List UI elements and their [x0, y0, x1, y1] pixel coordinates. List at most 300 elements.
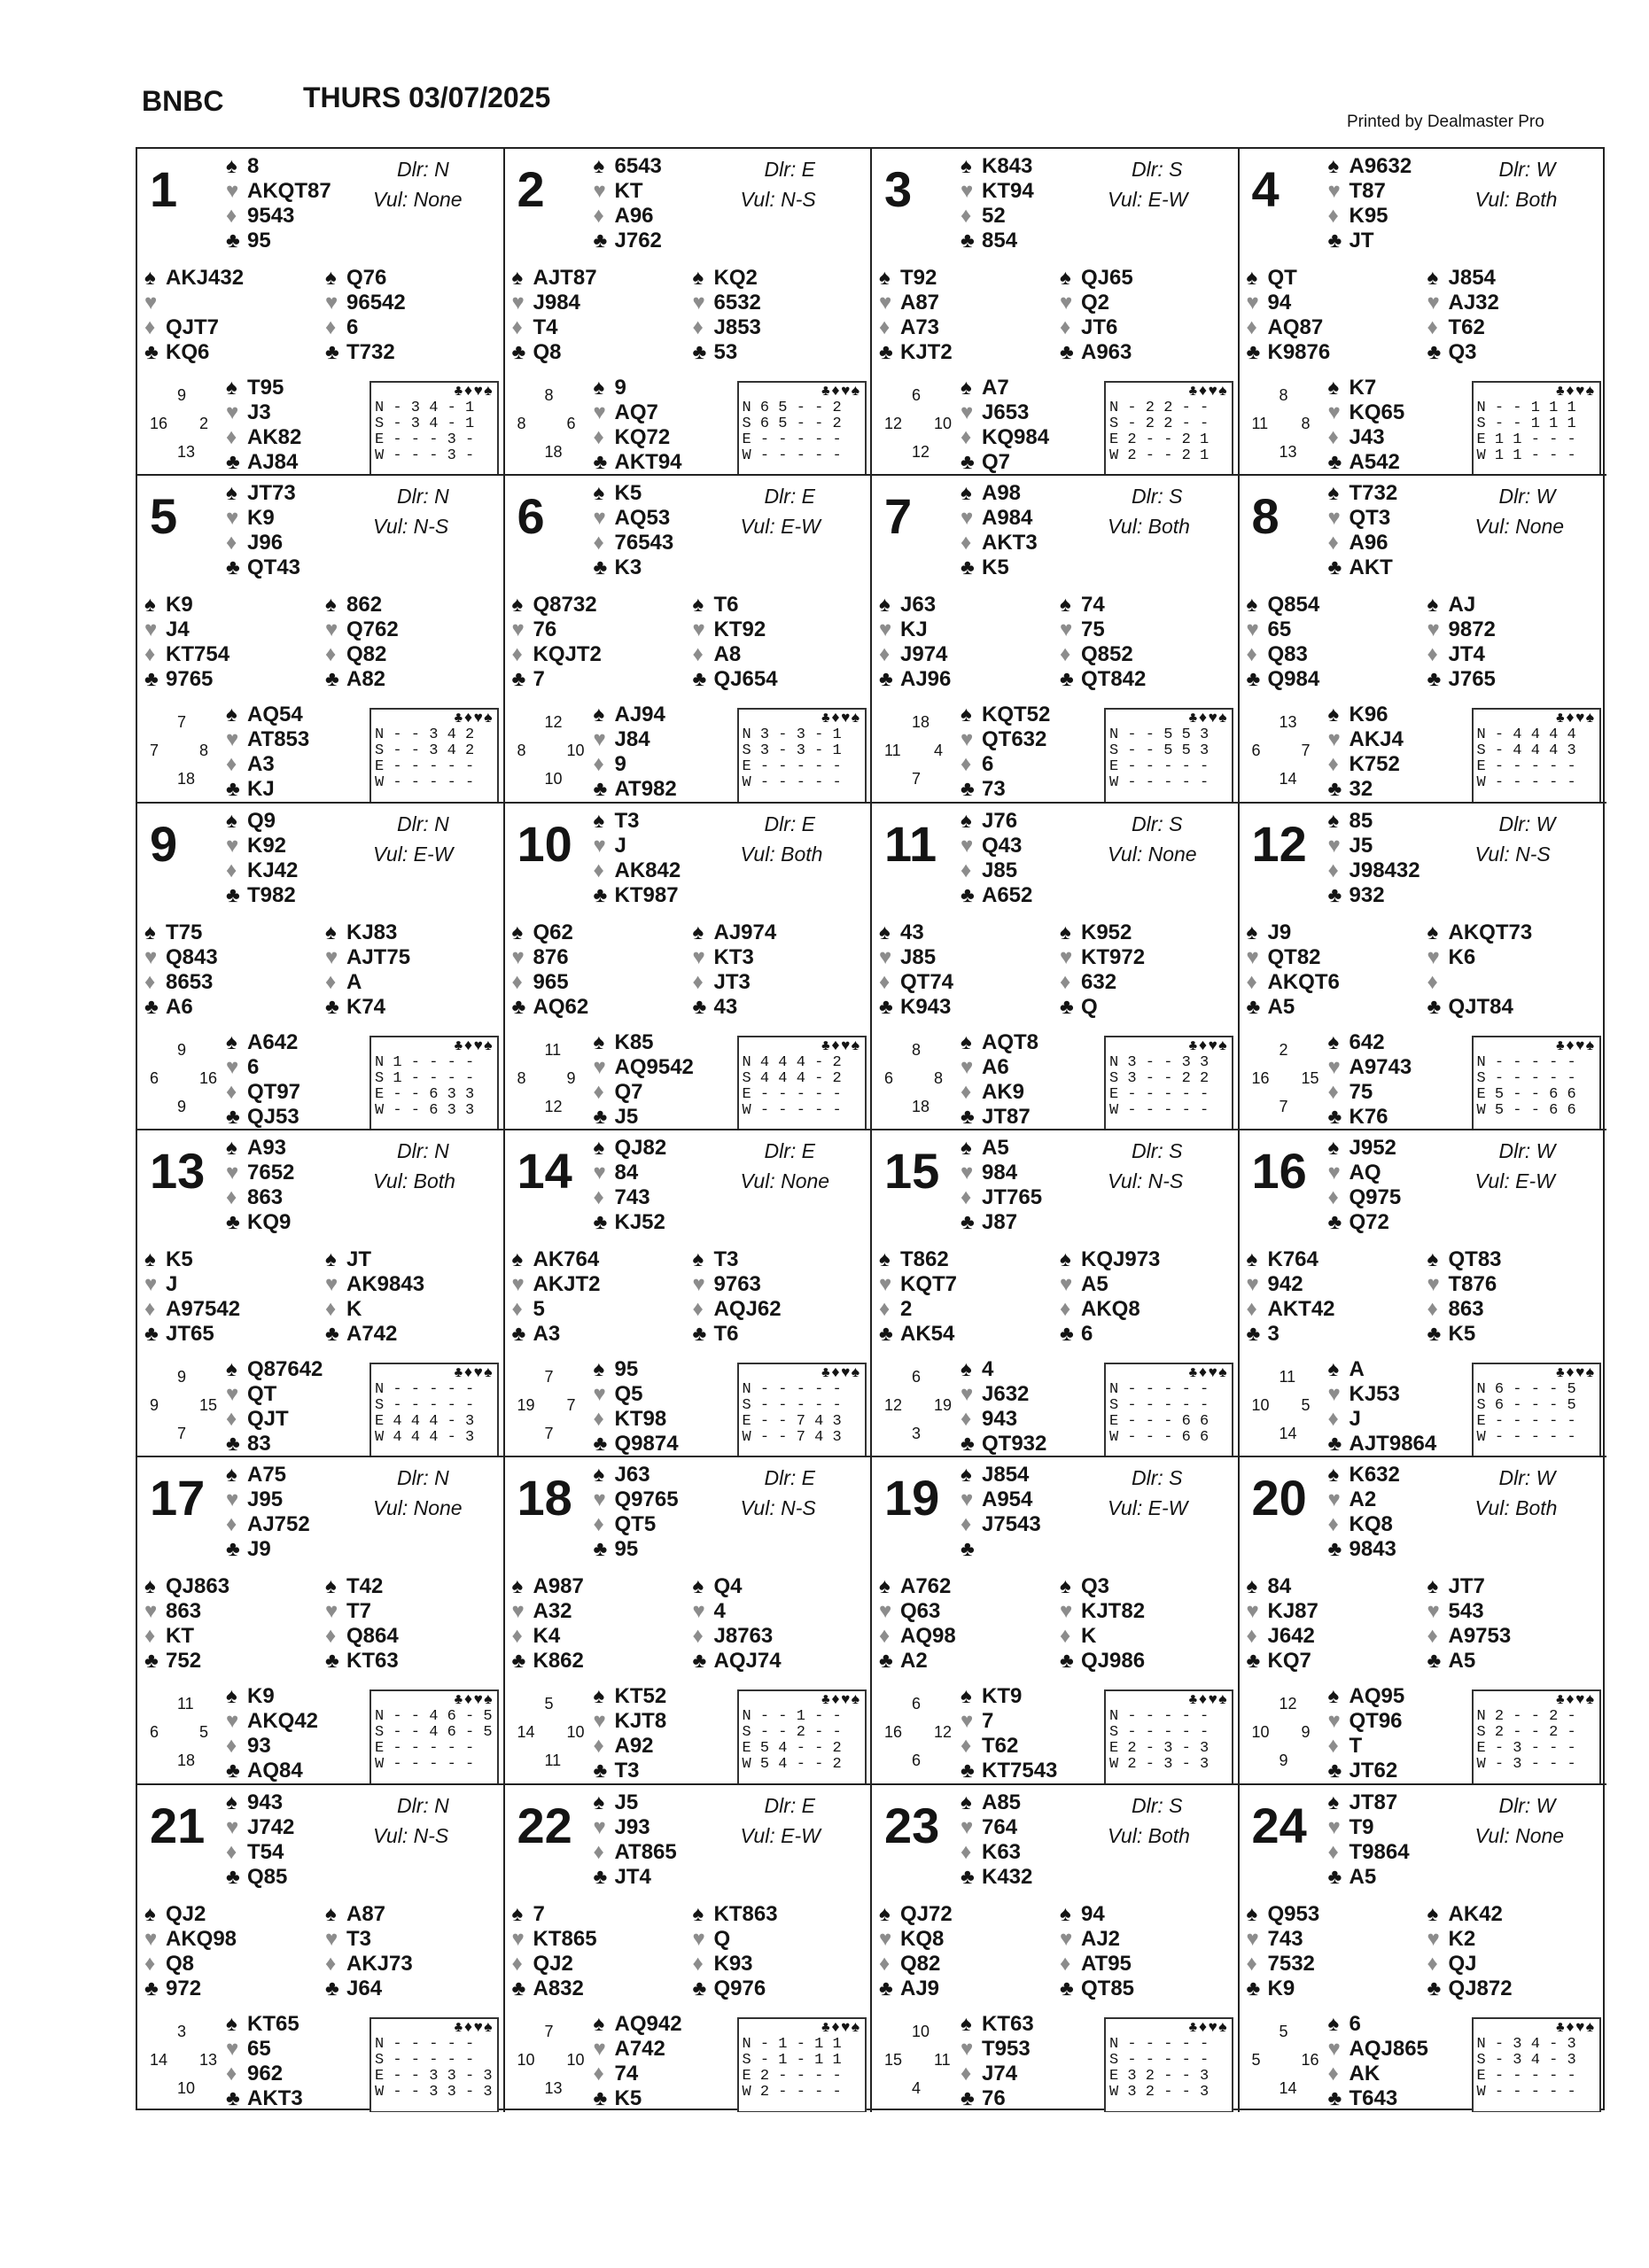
suit-line [1427, 1297, 1502, 1322]
dd-row: W 5 - - 6 6 [1476, 1101, 1576, 1119]
dd-suit-header: ♣♦♥♠ [454, 711, 494, 728]
suit-line [325, 667, 399, 692]
club-icon: ♣ [226, 1537, 240, 1562]
spade-icon: ♠ [1060, 1247, 1071, 1271]
spade-icon: ♠ [879, 920, 891, 944]
board-16 [1240, 1130, 1607, 1457]
spade-icon: ♠ [1327, 1790, 1340, 1814]
dd-row: E 2 - - - - [742, 2067, 842, 2085]
east-hand [1427, 1574, 1512, 1674]
cards: T42 [346, 1574, 384, 1599]
cards: J854 [982, 1463, 1030, 1487]
club-icon: ♣ [226, 1759, 240, 1783]
diamond-icon: ♦ [325, 1297, 337, 1321]
heart-icon: ♥ [593, 2036, 606, 2061]
suit-line [961, 2062, 1034, 2086]
dd-row: N 6 - - - 5 [1476, 1381, 1576, 1398]
dd-row: W - - - - - [1109, 774, 1210, 792]
hcp-n: 8 [544, 386, 554, 404]
heart-icon: ♥ [593, 1382, 606, 1406]
cards: QT82 [1267, 944, 1321, 969]
north-hand [1328, 1136, 1402, 1235]
dd-suit-header: ♣♦♥♠ [1555, 1692, 1596, 1710]
heart-icon: ♥ [593, 1709, 606, 1734]
cards: K95 [1349, 204, 1388, 228]
suit-line [961, 777, 1050, 802]
suit-line [961, 809, 1032, 834]
club-icon: ♣ [593, 1537, 608, 1562]
east-hand [1060, 1574, 1145, 1674]
cards: 984 [982, 1161, 1018, 1184]
vulnerability-label: Vul: None [740, 1169, 830, 1192]
club-icon: ♣ [593, 450, 608, 474]
dd-row: W - - - - - [1476, 1429, 1576, 1446]
club-icon: ♣ [593, 882, 608, 907]
club-icon: ♣ [226, 1210, 240, 1234]
diamond-icon: ♦ [1327, 2061, 1339, 2085]
suit-line [1060, 1297, 1160, 1322]
board-number: 23 [884, 1797, 940, 1853]
suit-line [879, 1649, 956, 1674]
cards: KT94 [982, 179, 1034, 203]
cards: K2 [1448, 1926, 1476, 1951]
cards: J765 [1448, 667, 1496, 692]
suit-line [325, 340, 406, 365]
cards: K764 [1267, 1247, 1318, 1271]
diamond-icon: ♦ [692, 1951, 704, 1976]
heart-icon: ♥ [1427, 1272, 1440, 1296]
hcp-e: 12 [934, 1723, 953, 1742]
heart-icon: ♥ [961, 833, 974, 858]
dd-row: N - 1 - 1 1 [742, 2035, 842, 2053]
club-icon: ♣ [692, 667, 707, 692]
suit-line [1247, 1574, 1318, 1599]
cards: QJ2 [166, 1901, 206, 1926]
north-hand [594, 1463, 679, 1562]
heart-icon: ♥ [593, 1054, 606, 1079]
club-icon: ♣ [593, 1759, 608, 1783]
suit-line [1247, 266, 1331, 291]
suit-line [226, 858, 298, 883]
cards: A542 [1349, 450, 1400, 474]
suit-line [693, 1297, 782, 1322]
cards: 743 [614, 1185, 650, 1209]
suit-line [594, 179, 662, 204]
vulnerability-label: Vul: E-W [1108, 188, 1188, 211]
suit-line [879, 945, 953, 970]
cards: AQ84 [247, 1759, 303, 1783]
dd-row: E - - - - - [1109, 758, 1210, 776]
board-21 [137, 1785, 505, 2112]
suit-line [1328, 450, 1405, 475]
suit-line [144, 1247, 240, 1272]
west-hand [1247, 593, 1320, 692]
board-number: 11 [884, 815, 937, 872]
cards: Q984 [1267, 667, 1320, 692]
heart-icon: ♥ [325, 1599, 338, 1624]
dd-row: W - - - 6 6 [1109, 1429, 1210, 1446]
south-hand [1328, 703, 1404, 802]
cards: KQ984 [982, 425, 1050, 449]
hcp-w: 16 [1251, 1068, 1270, 1087]
east-hand [1060, 593, 1146, 692]
suit-line [594, 834, 681, 858]
dd-row: W 1 1 - - - [1476, 447, 1576, 464]
west-hand [879, 1574, 956, 1674]
cards: J5 [614, 1790, 639, 1814]
cards: 9543 [247, 204, 295, 228]
spade-icon: ♠ [511, 1574, 524, 1599]
west-hand [144, 1902, 237, 2001]
cards: A5 [982, 1136, 1009, 1160]
dd-row: E 2 - 3 - 3 [1109, 1740, 1210, 1758]
club-icon: ♣ [511, 1649, 526, 1674]
heart-icon: ♥ [144, 944, 158, 969]
hcp-e: 10 [934, 415, 953, 432]
suit-line [226, 1055, 300, 1080]
east-hand [1427, 920, 1533, 1020]
cards: JT65 [166, 1322, 214, 1346]
suit-line [879, 593, 951, 617]
cards: Q864 [346, 1624, 399, 1649]
east-hand [325, 593, 399, 692]
club-icon: ♣ [325, 1649, 339, 1674]
spade-icon: ♠ [226, 1463, 237, 1487]
cards: 7 [533, 1901, 545, 1926]
club-icon: ♣ [593, 777, 608, 802]
cards: QJT84 [1448, 994, 1513, 1019]
club-icon: ♣ [593, 555, 608, 580]
cards: 53 [713, 340, 738, 364]
cards: AKJ4 [1349, 727, 1404, 752]
cards: KQ9 [247, 1210, 292, 1234]
diamond-icon: ♦ [961, 752, 972, 777]
spade-icon: ♠ [961, 481, 972, 506]
club-icon: ♣ [1327, 229, 1342, 252]
suit-line [1427, 1902, 1513, 1927]
vulnerability-label: Vul: Both [373, 1169, 455, 1192]
east-hand [1060, 920, 1145, 1020]
suit-line [961, 450, 1049, 475]
heart-icon: ♥ [961, 1487, 974, 1512]
west-hand [144, 920, 218, 1020]
heart-icon: ♥ [593, 1161, 606, 1184]
spade-icon: ♠ [511, 1901, 524, 1926]
suit-line [226, 1709, 318, 1734]
cards: K843 [982, 154, 1033, 178]
spade-icon: ♠ [325, 920, 337, 944]
cards: A642 [247, 1029, 299, 1054]
suit-line [226, 883, 298, 908]
south-hand [226, 1684, 318, 1783]
spade-icon: ♠ [593, 2011, 605, 2036]
cards: KJT2 [900, 340, 953, 364]
cards: J9 [247, 1537, 271, 1562]
hcp-w: 10 [1251, 1723, 1270, 1742]
heart-icon: ♥ [879, 291, 892, 315]
dd-row: S - - - - - [1109, 1724, 1210, 1742]
suit-line [226, 425, 301, 450]
hcp-w: 14 [150, 2050, 168, 2069]
south-hand [594, 1357, 679, 1456]
heart-icon: ♥ [144, 617, 158, 642]
board-2 [505, 149, 873, 476]
suit-line [693, 1599, 782, 1624]
hcp-n: 12 [544, 713, 563, 732]
dd-row: E 5 4 - - 2 [742, 1740, 842, 1758]
cards: A92 [614, 1734, 654, 1759]
cards: 972 [166, 1976, 202, 2000]
suit-line [1328, 2062, 1428, 2086]
cards: 863 [166, 1599, 202, 1624]
suit-line [1247, 1322, 1335, 1347]
suit-line [512, 593, 602, 617]
club-icon: ♣ [961, 450, 975, 474]
diamond-icon: ♦ [879, 969, 891, 994]
club-icon: ♣ [144, 1322, 159, 1346]
cards: AKQ98 [166, 1926, 237, 1951]
suit-line [1427, 593, 1496, 617]
north-hand [961, 481, 1038, 580]
spade-icon: ♠ [1246, 593, 1258, 617]
suit-line [879, 1902, 953, 1927]
club-icon: ♣ [1427, 667, 1442, 692]
diamond-icon: ♦ [593, 1185, 604, 1209]
dd-row: N 1 - - - - [375, 1053, 475, 1071]
suit-line [325, 920, 410, 945]
cards: JT4 [1448, 642, 1485, 667]
cards: AQJ62 [713, 1297, 782, 1321]
suit-line [512, 1649, 584, 1674]
board-14 [505, 1130, 873, 1457]
cards: T953 [982, 2036, 1031, 2061]
south-hand [1328, 1684, 1405, 1783]
cards: K752 [1349, 752, 1400, 777]
hcp-e: 13 [199, 2050, 218, 2069]
cards: KJ42 [247, 858, 299, 882]
south-hand [1328, 1030, 1412, 1130]
cards: Q83 [1267, 642, 1308, 667]
cards: J984 [533, 291, 580, 315]
cards: KJT82 [1081, 1599, 1146, 1624]
cards: Q82 [346, 642, 387, 667]
suit-line [879, 340, 953, 365]
dd-row: E 5 - - 6 6 [1476, 1085, 1576, 1103]
suit-line [1060, 920, 1145, 945]
cards: JT7 [1448, 1574, 1485, 1599]
south-hand [594, 376, 682, 475]
vulnerability-label: Vul: None [373, 1496, 463, 1520]
hcp-n: 7 [177, 713, 187, 732]
suit-line [1060, 266, 1133, 291]
suit-line [226, 1684, 318, 1709]
cards: AKQT87 [247, 179, 331, 203]
cards: KJ52 [614, 1210, 665, 1234]
cards: 7652 [247, 1161, 295, 1184]
heart-icon: ♥ [1246, 1272, 1259, 1296]
board-6 [505, 476, 873, 803]
heart-icon: ♥ [593, 506, 606, 531]
diamond-icon: ♦ [1246, 1624, 1257, 1649]
cards: 93 [247, 1734, 271, 1759]
north-hand [226, 1463, 310, 1562]
hcp-n: 3 [177, 2022, 187, 2040]
west-hand [144, 266, 244, 365]
east-hand [1427, 266, 1499, 365]
cards: Q8 [166, 1951, 195, 1976]
board-13 [137, 1130, 505, 1457]
suit-line [144, 1927, 237, 1952]
north-hand [961, 1463, 1041, 1562]
heart-icon: ♥ [961, 506, 974, 531]
diamond-icon: ♦ [1327, 531, 1339, 555]
dd-suit-header: ♣♦♥♠ [821, 1692, 861, 1710]
dd-suit-header: ♣♦♥♠ [821, 2019, 861, 2037]
suit-line [1427, 667, 1496, 692]
cards: KJ83 [346, 920, 398, 944]
suit-line [961, 1407, 1046, 1432]
suit-line [512, 1952, 597, 1977]
heart-icon: ♥ [226, 833, 239, 858]
cards: J87 [982, 1210, 1018, 1234]
suit-line [512, 1927, 597, 1952]
spade-icon: ♠ [593, 703, 605, 727]
cards: 75 [1349, 1079, 1373, 1104]
cards: T [1349, 1734, 1363, 1759]
suit-line [226, 1815, 294, 1840]
suit-line [512, 1599, 584, 1624]
north-hand [226, 1136, 294, 1235]
suit-line [594, 1815, 677, 1840]
dd-row: S 3 - 3 - 1 [742, 742, 842, 760]
cards: AKJ73 [346, 1951, 413, 1976]
diamond-icon: ♦ [226, 2061, 237, 2085]
cards: AQ54 [247, 703, 303, 727]
club-icon: ♣ [1427, 994, 1442, 1019]
suit-line [226, 450, 301, 475]
suit-line [1060, 617, 1146, 642]
heart-icon: ♥ [692, 617, 705, 642]
suit-line [512, 617, 602, 642]
spade-icon: ♠ [593, 808, 605, 833]
suit-line [1247, 667, 1320, 692]
diamond-icon: ♦ [226, 858, 237, 882]
heart-icon: ♥ [593, 727, 606, 752]
cards: A3 [533, 1322, 561, 1346]
suit-line [144, 1902, 237, 1927]
cards: A832 [533, 1976, 584, 2000]
hcp-e: 8 [934, 1068, 944, 1087]
cards: K943 [900, 994, 952, 1019]
cards: 6 [247, 1054, 260, 1079]
suit-line [594, 752, 677, 777]
suit-line [226, 179, 331, 204]
suit-line [1328, 703, 1404, 727]
cards: Q85 [247, 1864, 288, 1889]
spade-icon: ♠ [1060, 920, 1071, 944]
suit-line [693, 1977, 778, 2001]
cards: A652 [982, 882, 1033, 907]
suit-line [1060, 1624, 1145, 1649]
suit-line [961, 1512, 1041, 1537]
cards: AQ [1349, 1161, 1381, 1184]
diamond-icon: ♦ [593, 204, 604, 228]
suit-line [512, 1297, 601, 1322]
cards: Q9 [247, 808, 276, 833]
cards: A85 [982, 1790, 1022, 1814]
north-hand [594, 481, 674, 580]
east-hand [325, 1902, 413, 2001]
dd-suit-header: ♣♦♥♠ [1188, 2019, 1228, 2037]
suit-line [512, 266, 597, 291]
suit-line [325, 315, 406, 340]
dd-suit-header: ♣♦♥♠ [454, 1365, 494, 1382]
dealer-label: Dlr: N [397, 1139, 449, 1162]
vulnerability-label: Vul: N-S [740, 1496, 816, 1520]
suit-line [1328, 1512, 1400, 1537]
hcp-s: 7 [1279, 1097, 1288, 1115]
suit-line [594, 400, 682, 425]
cards: 83 [247, 1432, 271, 1456]
dd-row: N 4 4 4 - 2 [742, 1053, 842, 1071]
cards: J43 [1349, 425, 1385, 449]
board-number: 9 [150, 815, 178, 872]
suit-line [1328, 1382, 1437, 1407]
board-4 [1240, 149, 1607, 476]
dd-row: W 2 - 3 - 3 [1109, 1756, 1210, 1774]
hcp-e: 7 [566, 1396, 576, 1414]
hcp-e: 15 [1301, 1068, 1319, 1087]
suit-line [1328, 1136, 1402, 1161]
cards: Q854 [1267, 593, 1320, 617]
hcp-w: 8 [517, 415, 526, 432]
spade-icon: ♠ [1327, 376, 1340, 400]
diamond-icon: ♦ [1427, 1297, 1438, 1321]
cards: QT74 [900, 969, 954, 994]
cards: KQT52 [982, 703, 1051, 727]
suit-line [879, 1247, 957, 1272]
spade-icon: ♠ [226, 2011, 237, 2036]
dd-suit-header: ♣♦♥♠ [1188, 711, 1228, 728]
east-hand [325, 266, 406, 365]
cards: A93 [247, 1136, 287, 1160]
cards: K76 [1349, 1104, 1388, 1129]
dd-row: N - - - - - [742, 1381, 842, 1398]
cards: Q82 [900, 1951, 941, 1976]
cards: AQ62 [533, 994, 589, 1019]
cards: J9 [1267, 920, 1292, 944]
spade-icon: ♠ [226, 1684, 237, 1709]
dd-suit-header: ♣♦♥♠ [821, 711, 861, 728]
heart-icon: ♥ [1427, 1926, 1440, 1951]
suit-line [325, 970, 410, 995]
spade-icon: ♠ [226, 1357, 237, 1381]
dd-row: E 1 1 - - - [1476, 431, 1576, 448]
cards: A5 [1081, 1272, 1108, 1296]
suit-line [1328, 376, 1405, 400]
suit-line [325, 1902, 413, 1927]
club-icon: ♣ [226, 2085, 240, 2110]
club-icon: ♣ [593, 1104, 608, 1129]
cards: 6543 [614, 154, 662, 178]
heart-icon: ♥ [1327, 1487, 1341, 1512]
vulnerability-label: Vul: E-W [740, 1823, 821, 1847]
cards: KT65 [247, 2011, 299, 2036]
suit-line [594, 1055, 694, 1080]
cards: A73 [900, 315, 940, 339]
cards: K9 [247, 506, 275, 531]
board-number: 10 [517, 815, 572, 872]
